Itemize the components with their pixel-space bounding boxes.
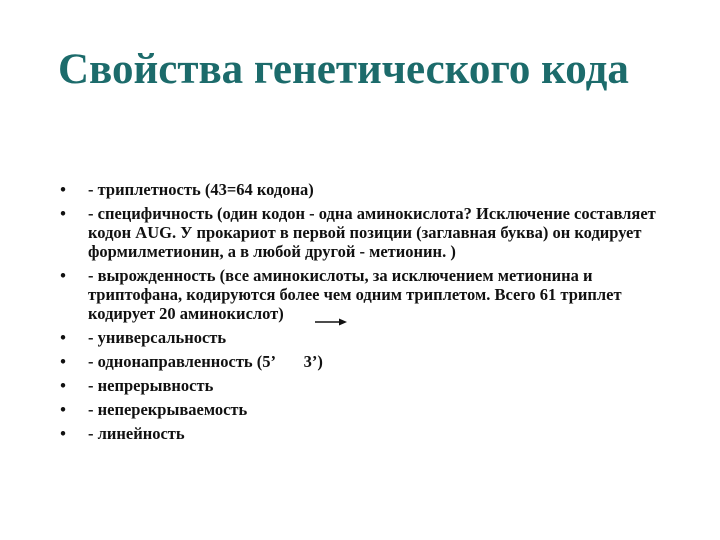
bullet-icon: • <box>60 400 66 419</box>
bullet-icon: • <box>60 352 66 371</box>
slide-title: Свойства генетического кода <box>58 46 629 93</box>
list-item-unidirectionality <box>56 352 676 371</box>
list-item-universality <box>56 328 676 347</box>
list-item-non-overlapping <box>56 400 676 419</box>
list-item-degeneracy <box>56 266 676 323</box>
list-item-text: - непрерывность <box>88 376 214 395</box>
list-item-text: - неперекрываемость <box>88 400 248 419</box>
list-item-linearity <box>56 424 676 443</box>
list-item-text: - вырожденность (все аминокислоты, за исключением метионина и триптофана, кодируются более чем одним триплетом. Всего 61 триплет кодирует 20 аминокислот) <box>88 266 622 323</box>
list-item-text: - триплетность (43=64 кодона) <box>88 180 314 199</box>
bullet-icon: • <box>60 204 66 223</box>
list-item-text: - специфичность (один кодон - одна аминокислота? Исключение составляет кодон AUG. У прокариот в первой позиции (заглавная буква) он кодирует формилметионин, а в любой другой - метионин. ) <box>88 204 656 261</box>
list-item-text: - универсальность <box>88 328 227 347</box>
list-item-continuity <box>56 376 676 395</box>
list-item-text: - однонаправленность (5’ 3’) <box>88 352 323 371</box>
list-item-triplet <box>56 180 676 199</box>
bullet-icon: • <box>60 266 66 285</box>
bullet-icon: • <box>60 328 66 347</box>
properties-list <box>56 180 676 448</box>
bullet-icon: • <box>60 424 66 443</box>
list-item-specificity <box>56 204 676 261</box>
right-arrow-icon <box>315 317 347 327</box>
bullet-icon: • <box>60 180 66 199</box>
list-item-text: - линейность <box>88 424 185 443</box>
bullet-icon: • <box>60 376 66 395</box>
